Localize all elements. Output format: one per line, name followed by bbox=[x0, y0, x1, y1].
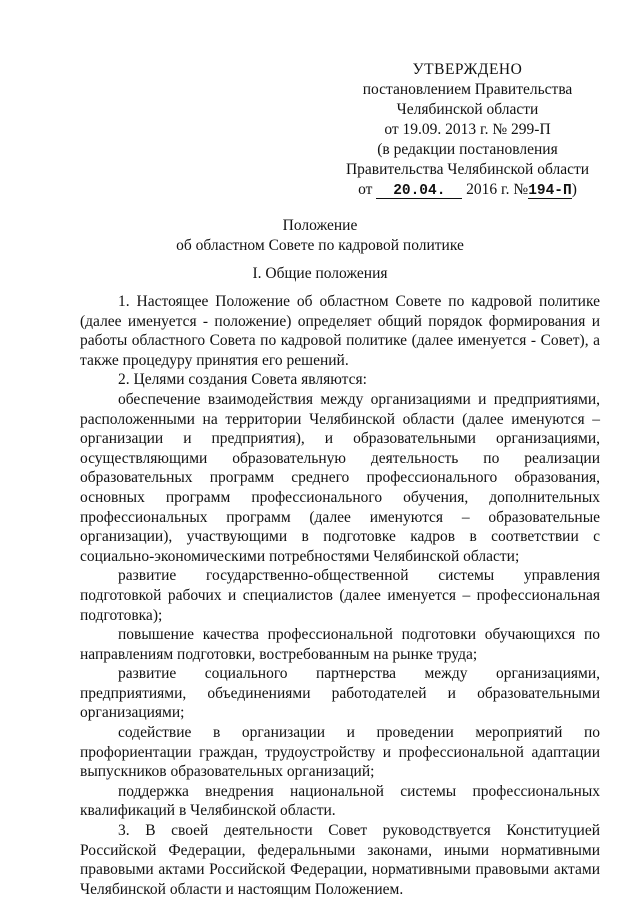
number-value: 194-П bbox=[528, 183, 572, 199]
approval-line-2: Челябинской области bbox=[396, 101, 539, 118]
paragraph-2: 2. Целями создания Совета являются: bbox=[118, 371, 367, 389]
approval-line-5: Правительства Челябинской области bbox=[345, 161, 590, 178]
document-title-line-1: Положение bbox=[282, 217, 358, 234]
paragraph-1: 1. Настоящее Положение об областном Совете по кадровой политике (далее именуется - положение) определяет общий порядок формирования и работы областного Совета по кадровой политике (далее именуется - Совет), а также процедуру принятия его решений. bbox=[80, 293, 600, 369]
approval-stamp bbox=[330, 60, 605, 200]
paragraph-goal-4: развитие социального партнерства между организациями, предприятиями, объединениями работодателей и образовательными организациями; bbox=[80, 665, 600, 722]
paragraph-goal-3: повышение качества профессиональной подготовки обучающихся по направлениям подготовки, востребованным на рынке труда; bbox=[80, 626, 600, 663]
approval-line-3: от 19.09. 2013 г. № 299-П bbox=[384, 121, 551, 138]
date-value: 20.04. bbox=[393, 183, 446, 199]
date-blank bbox=[376, 183, 462, 199]
date-prefix: от bbox=[358, 181, 373, 198]
paragraph-goal-6: поддержка внедрения национальной системы профессиональных квалификаций в Челябинской области. bbox=[80, 782, 600, 820]
approval-date-line bbox=[330, 180, 605, 200]
paragraph-goal-5: содействие в организации и проведении мероприятий по профориентации граждан, трудоустройству и профессиональной адаптации выпускников образовательных организаций; bbox=[80, 724, 600, 781]
paragraph-3: 3. В своей деятельности Совет руководствуется Конституцией Российской Федерации, федеральными законами, иными нормативными правовыми актами Российской Федерации, нормативными правовыми актами Челябинской области и настоящим Положением. bbox=[80, 822, 600, 898]
section-title: I. Общие положения bbox=[252, 265, 388, 282]
year-text: 2016 г. № bbox=[466, 181, 529, 198]
document-title bbox=[80, 216, 560, 256]
approval-title: УТВЕРЖДЕНО bbox=[412, 61, 523, 78]
document-title-line-2: об областном Совете по кадровой политике bbox=[176, 237, 464, 254]
approval-line-4: (в редакции постановления bbox=[377, 141, 558, 158]
paragraph-goal-2: развитие государственно-общественной системы управления подготовкой рабочих и специалистов (далее именуется – профессиональная подготовка); bbox=[80, 567, 600, 624]
paragraph-goal-1: обеспечение взаимодействия между организациями и предприятиями, расположенными на территории Челябинской области (далее именуются – организации и предприятия), и образовательными организациями, осуществляющими образовательную деятельность по реализации образовательных программ среднего профессионального образования, основных программ профессионального обучения, дополнительных профессиональных программ (далее именуются – образовательные организации), участвующими в подготовке кадров в соответствии с социально-экономическими потребностями Челябинской области; bbox=[80, 390, 600, 565]
closing-paren: ) bbox=[571, 181, 577, 198]
approval-line-1: постановлением Правительства bbox=[362, 81, 573, 98]
number-blank bbox=[528, 183, 572, 199]
document-body bbox=[80, 292, 600, 899]
